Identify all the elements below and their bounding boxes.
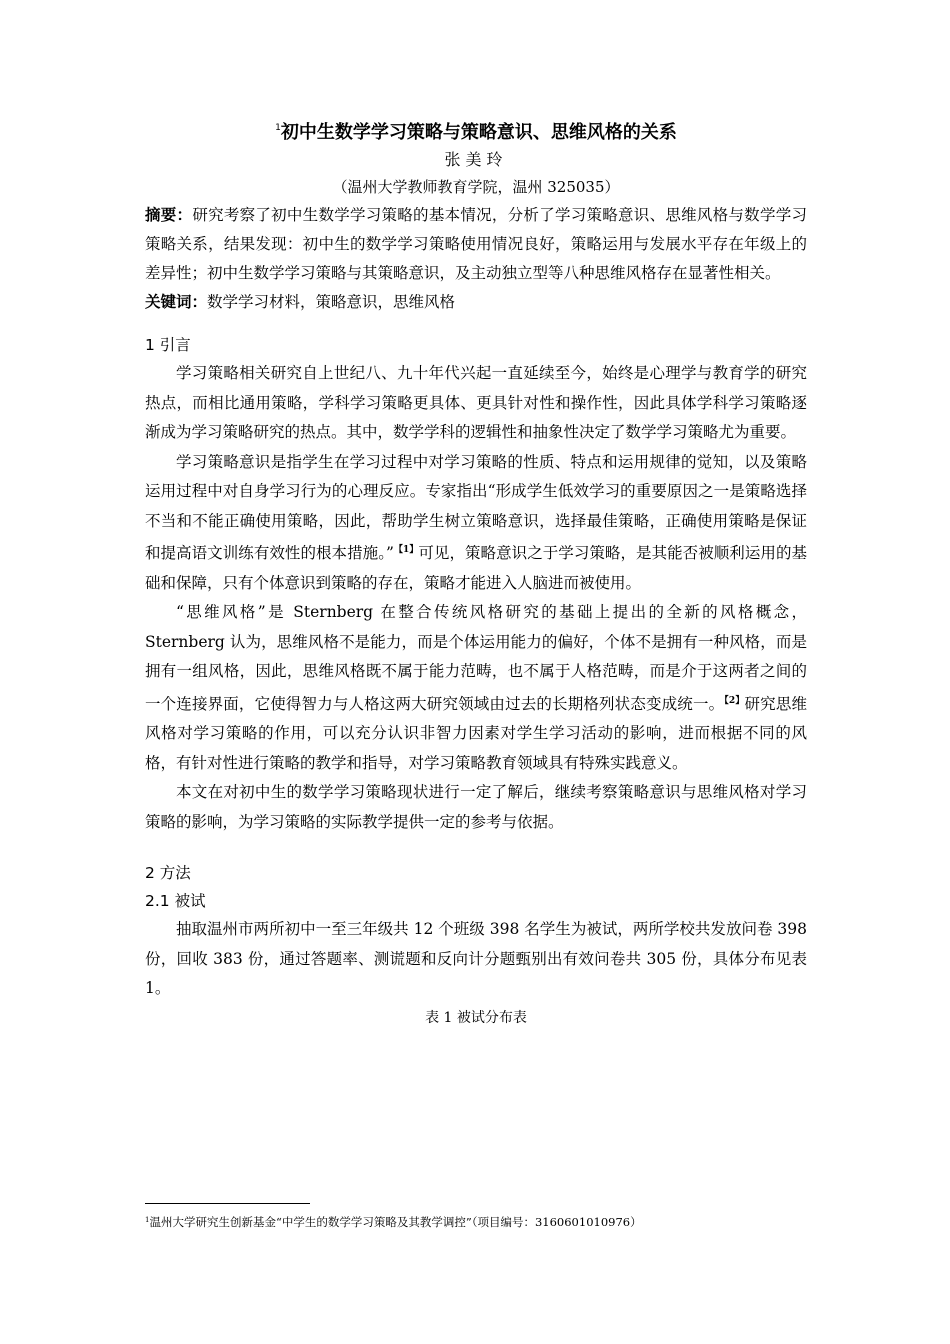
paragraph-3-text-b: 研究思维风格对学习策略的作用，可以充分认识非智力因素对学生学习活动的影响，进而根据不同的风格，有针对性进行策略的教学和指导，对学习策略教育领域具有特殊实践意义。 — [145, 694, 807, 772]
citation-ref-2: 【2】 — [724, 695, 745, 706]
title-footnote-mark: 1 — [275, 123, 281, 133]
paragraph-2-text-b: 可见，策略意识之于学习策略，是其能否被顺利运用的基础和保障，只有个体意识到策略的存在，策略才能进入人脑进而被使用。 — [145, 544, 807, 592]
footnote-divider — [145, 1203, 310, 1204]
affiliation: （温州大学教师教育学院，温州 325035） — [332, 178, 620, 196]
paragraph-2 — [145, 448, 807, 599]
table-caption: 表 1 被试分布表 — [425, 1009, 527, 1026]
subsection-heading-subjects: 2.1 被试 — [145, 892, 206, 910]
section-heading-method: 2 方法 — [145, 864, 191, 882]
abstract-text: 研究考察了初中生数学学习策略的基本情况，分析了学习策略意识、思维风格与数学学习策略关系，结果发现：初中生的数学学习策略使用情况良好，策略运用与发展水平存在年级上的差异性；初中生数学学习策略与其策略意识，及主动独立型等八种思维风格存在显著性相关。 — [145, 206, 807, 282]
paragraph-5: 抽取温州市两所初中一至三年级共 12 个班级 398 名学生为被试，两所学校共发放问卷 398 份，回收 383 份，通过答题率、测谎题和反向计分题甄别出有效问卷共 305 份，具体分布见表 1。 — [145, 920, 807, 997]
footnote-mark: 1 — [145, 1216, 150, 1224]
keywords-text: 数学学习材料，策略意识，思维风格 — [207, 293, 456, 311]
title-text: 初中生数学学习策略与策略意识、思维风格的关系 — [280, 122, 677, 143]
citation-ref-1: 【1】 — [393, 545, 419, 555]
keywords — [145, 288, 807, 317]
paragraph-4: 本文在对初中生的数学学习策略现状进行一定了解后，继续考察策略意识与思维风格对学习策略的影响，为学习策略的实际教学提供一定的参考与依据。 — [145, 783, 807, 831]
abstract-label: 摘要： — [145, 206, 193, 224]
author-name: 张美玲 — [444, 150, 508, 169]
footnote-text: 温州大学研究生创新基金“中学生的数学学习策略及其教学调控”（项目编号：3160601010976） — [149, 1215, 642, 1229]
paragraph-1: 学习策略相关研究自上世纪八、九十年代兴起一直延续至今，始终是心理学与教育学的研究热点，而相比通用策略，学科学习策略更具体、更具针对性和操作性，因此具体学科学习策略逐渐成为学习策略研究的热点。其中，数学学科的逻辑性和抽象性决定了数学学习策略尤为重要。 — [145, 364, 807, 441]
paragraph-2-text-a: 学习策略意识是指学生在学习过程中对学习策略的性质、特点和运用规律的觉知，以及策略运用过程中对自身学习行为的心理反应。专家指出“形成学生低效学习的重要原因之一是策略选择不当和不能正确使用策略，因此，帮助学生树立策略意识，选择最佳策略，正确使用策略是保证和提高语文训练有效性的根本措施。” — [145, 452, 807, 562]
keywords-label: 关键词： — [145, 293, 208, 311]
footnote — [145, 1211, 642, 1231]
abstract — [145, 201, 807, 288]
paper-title — [145, 114, 807, 147]
paragraph-3-text-a: “思维风格”是 Sternberg 在整合传统风格研究的基础上提出的全新的风格概念，Sternberg 认为，思维风格不是能力，而是个体运用能力的偏好，个体不是拥有一种风格，而是拥有一组风格，因此，思维风格既不属于能力范畴，也不属于人格范畴，而是介于这两者之间的一个连接界面，它使得智力与人格这两大研究领域由过去的长期格列状态变成统一。 — [145, 603, 807, 713]
paper-body — [145, 114, 807, 1032]
paragraph-3 — [145, 598, 807, 778]
section-heading-intro: 1 引言 — [145, 336, 191, 354]
